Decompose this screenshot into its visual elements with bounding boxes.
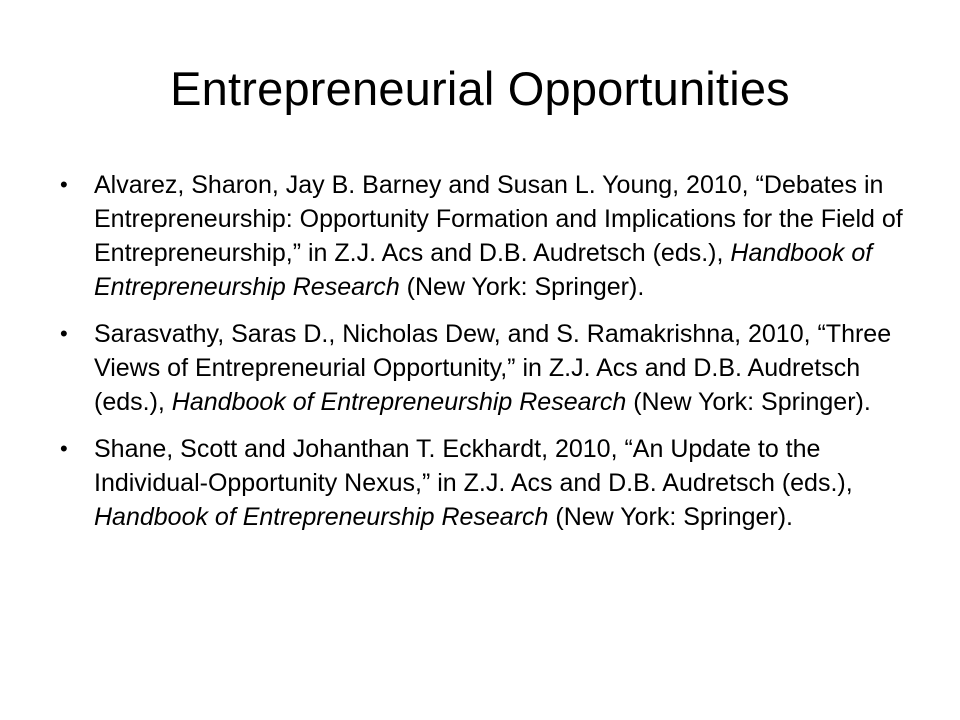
reference-book-title: Handbook of Entrepreneurship Research — [94, 239, 873, 301]
reference-text: Alvarez, Sharon, Jay B. Barney and Susan L. Young, 2010, “Debates in Entrepreneurship: Opportunity Formation and Implications for the Field of Entrepreneurship,” in Z.J. Acs and D.B. Audretsch (eds.), — [94, 171, 903, 267]
reference-text: Shane, Scott and Johanthan T. Eckhardt, 2010, “An Update to the Individual-Opportunity Nexus,” in Z.J. Acs and D.B. Audretsch (eds.), — [94, 435, 853, 497]
reference-text: Sarasvathy, Saras D., Nicholas Dew, and S. Ramakrishna, 2010, “Three Views of Entrepreneurial Opportunity,” in Z.J. Acs and D.B. Audretsch (eds.), — [94, 320, 892, 416]
reference-item-sarasvathy — [58, 317, 904, 419]
bullet-icon: • — [60, 436, 68, 461]
reference-book-title: Handbook of Entrepreneurship Research — [171, 388, 627, 416]
reference-item-shane — [58, 432, 904, 534]
reference-publisher: (New York: Springer). — [548, 503, 793, 531]
bullet-icon: • — [60, 172, 68, 197]
bullet-icon: • — [60, 321, 68, 346]
reference-item-alvarez — [58, 168, 904, 304]
reference-publisher: (New York: Springer). — [399, 273, 645, 301]
reference-publisher: (New York: Springer). — [626, 388, 871, 416]
reference-list — [58, 168, 904, 547]
slide-title: Entrepreneurial Opportunities — [170, 62, 790, 115]
reference-book-title: Handbook of Entrepreneurship Research — [94, 503, 549, 531]
